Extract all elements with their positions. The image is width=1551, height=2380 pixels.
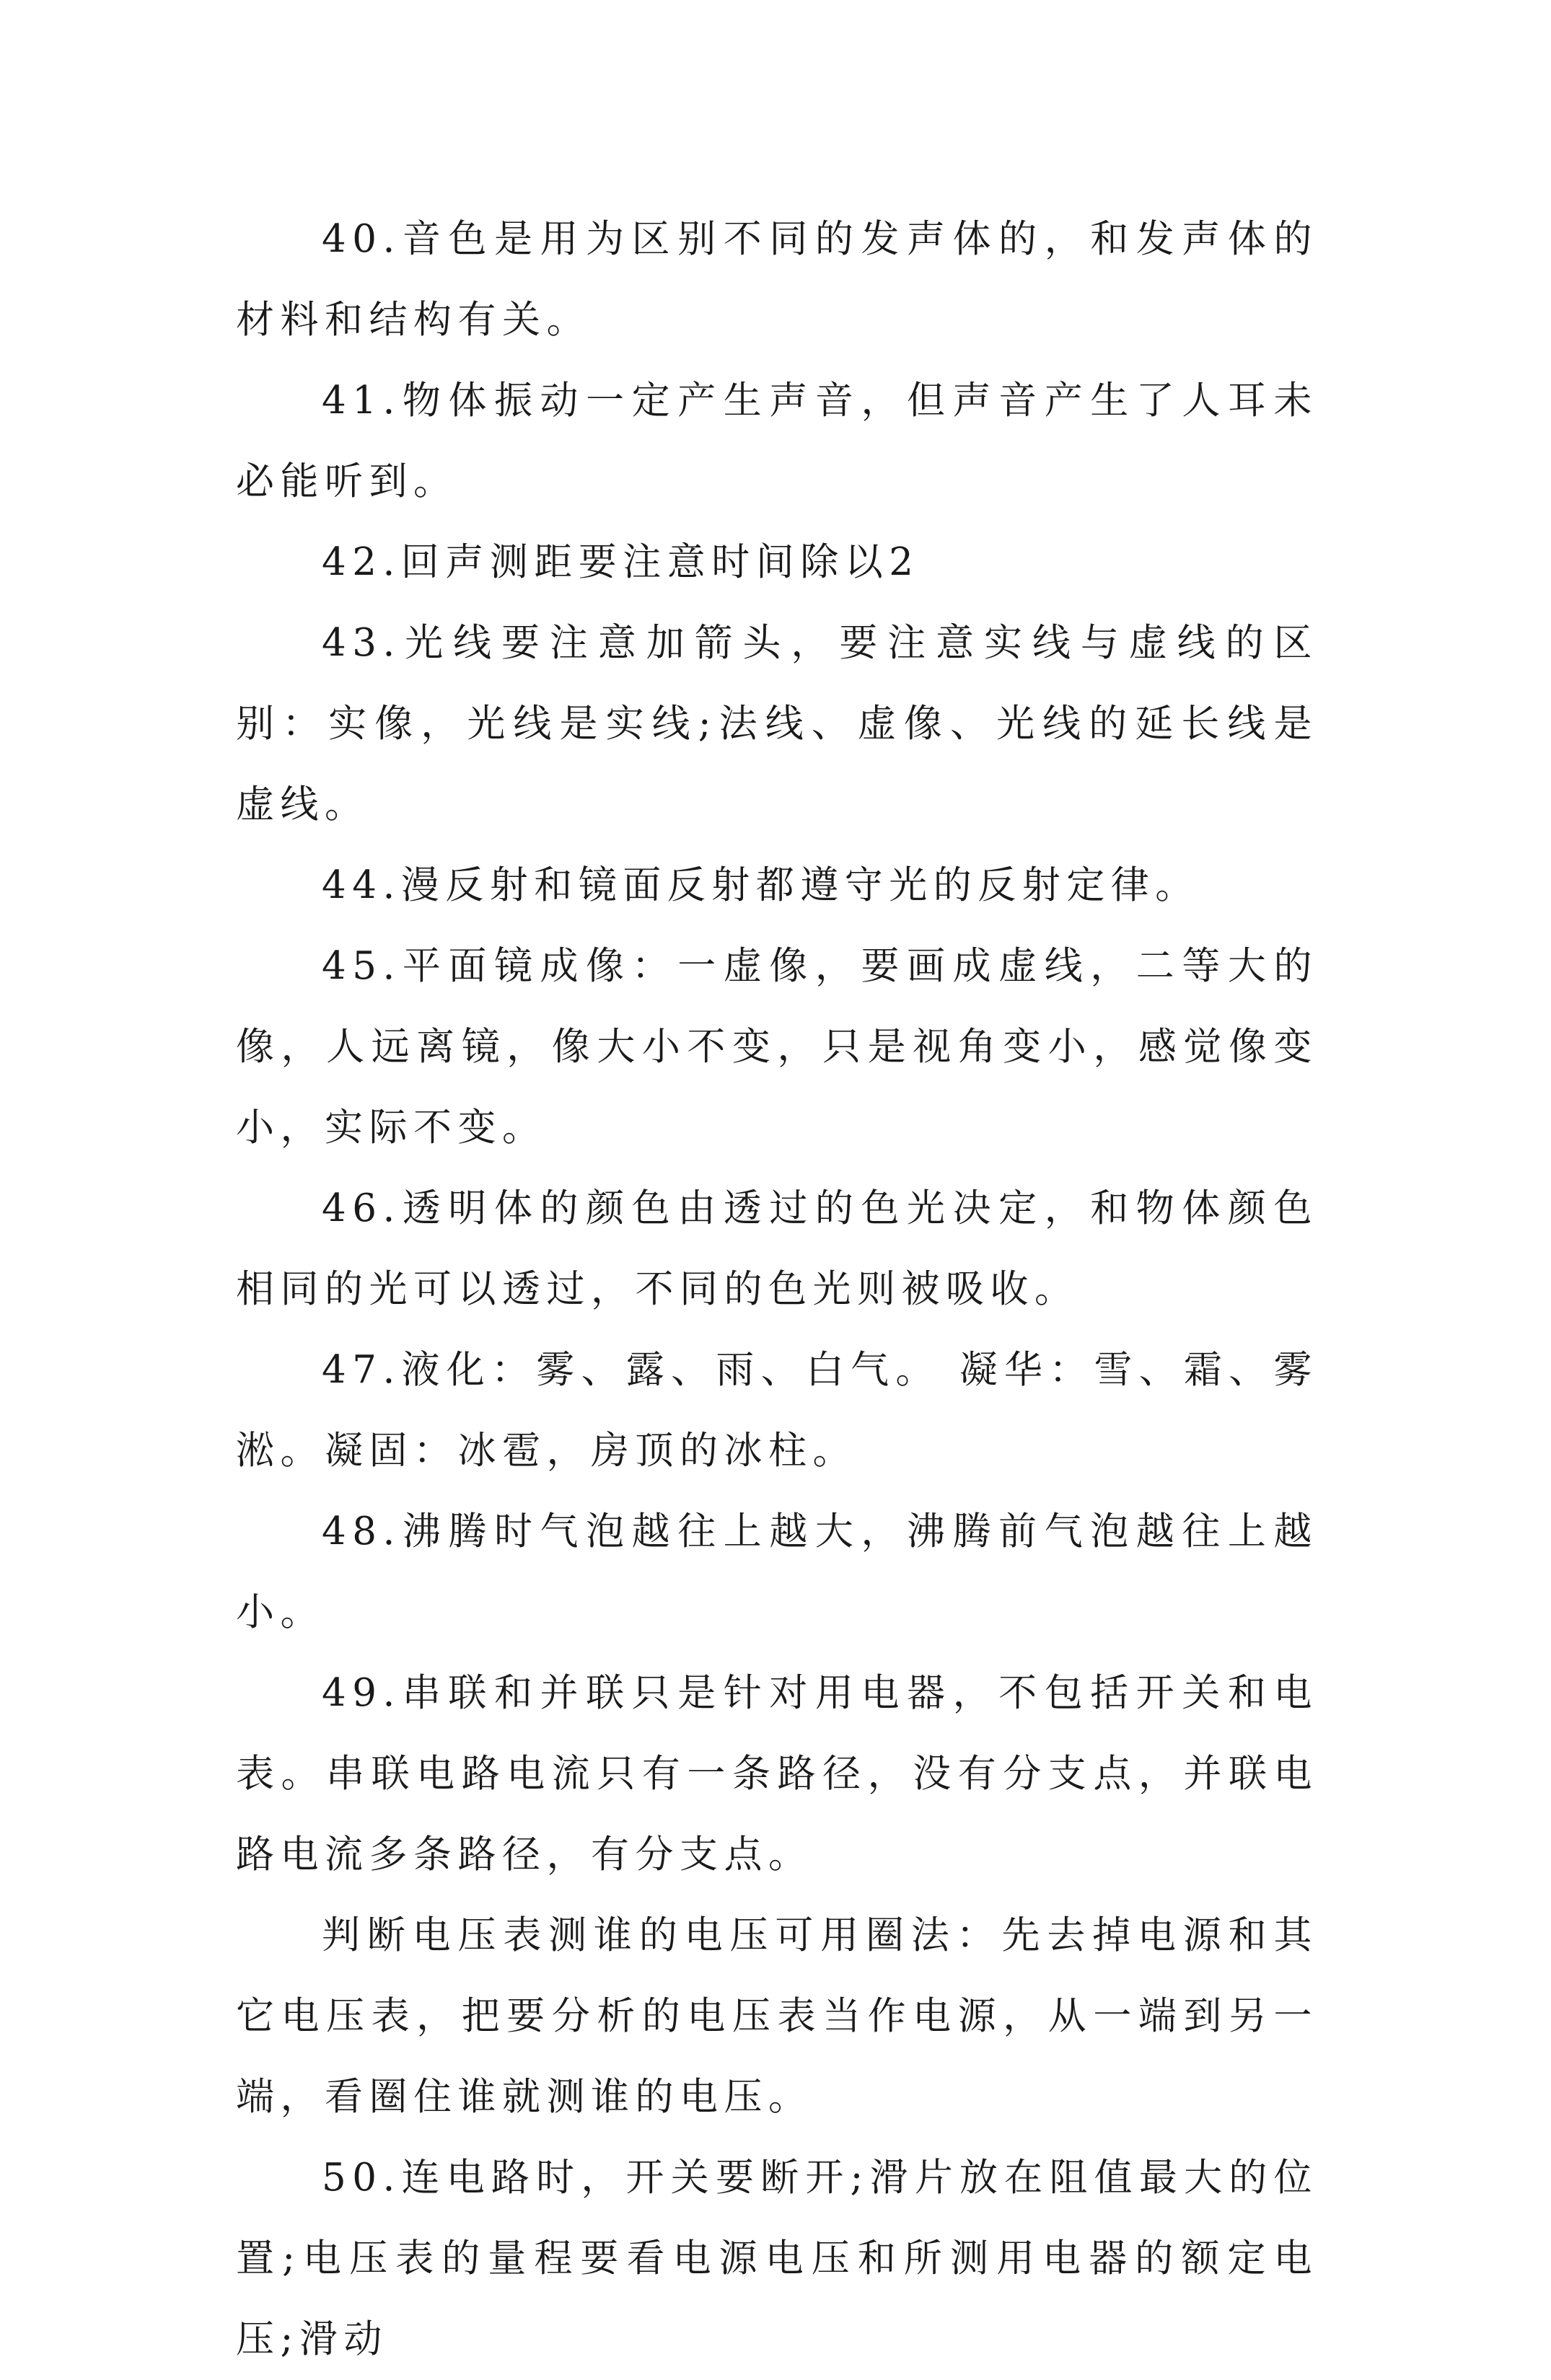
paragraph-voltmeter-note: 判断电压表测谁的电压可用圈法：先去掉电源和其它电压表，把要分析的电压表当作电源，从一端到另一端，看圈住谁就测谁的电压。 — [236, 1913, 1318, 2119]
paragraph-44: 44.漫反射和镜面反射都遵守光的反射定律。 — [322, 863, 1200, 907]
paragraph-47: 47.液化：雾、露、雨、白气。 凝华：雪、霜、雾淞。凝固：冰雹，房顶的冰柱。 — [236, 1348, 1318, 1473]
paragraph-42: 42.回声测距要注意时间除以2 — [322, 540, 920, 584]
paragraph-43: 43.光线要注意加箭头，要注意实线与虚线的区别：实像，光线是实线;法线、虚像、光线的延长线是虚线。 — [236, 621, 1318, 827]
paragraph-41: 41.物体振动一定产生声音，但声音产生了人耳未必能听到。 — [236, 379, 1318, 503]
paragraph-48: 48.沸腾时气泡越往上越大，沸腾前气泡越往上越小。 — [236, 1509, 1318, 1634]
paragraph-46: 46.透明体的颜色由透过的色光决定，和物体颜色相同的光可以透过，不同的色光则被吸收。 — [236, 1186, 1318, 1311]
paragraph-45: 45.平面镜成像：一虚像，要画成虚线，二等大的像，人远离镜，像大小不变，只是视角变小，感觉像变小，实际不变。 — [236, 944, 1318, 1150]
document-body — [236, 199, 1318, 2380]
paragraph-50: 50.连电路时，开关要断开;滑片放在阻值最大的位置;电压表的量程要看电源电压和所测用电器的额定电压;滑动 — [236, 2156, 1318, 2361]
paragraph-49: 49.串联和并联只是针对用电器，不包括开关和电表。串联电路电流只有一条路径，没有分支点，并联电路电流多条路径，有分支点。 — [236, 1671, 1318, 1877]
paragraph-40: 40.音色是用为区别不同的发声体的，和发声体的材料和结构有关。 — [236, 217, 1318, 342]
